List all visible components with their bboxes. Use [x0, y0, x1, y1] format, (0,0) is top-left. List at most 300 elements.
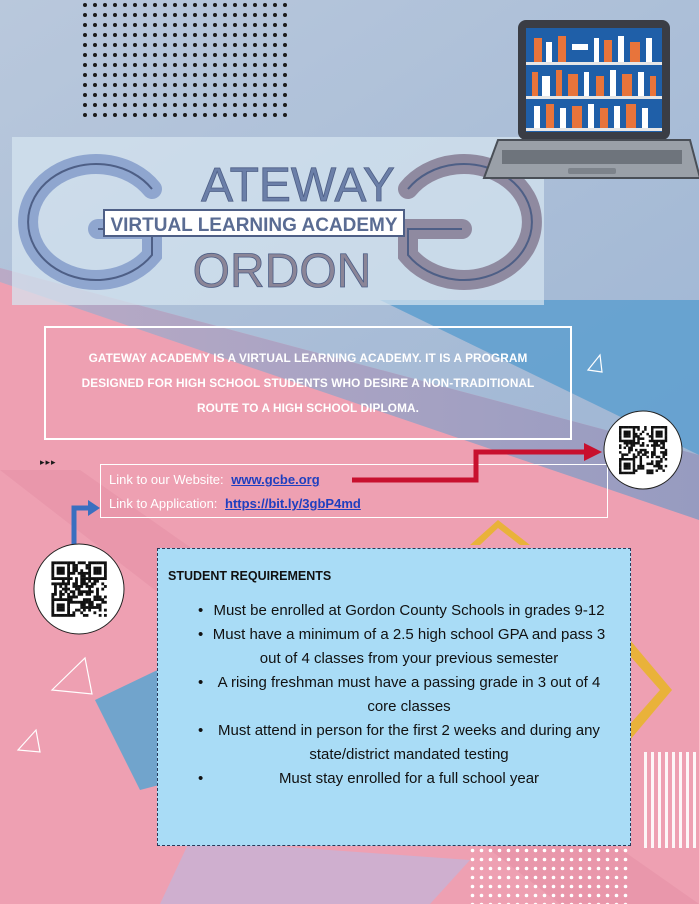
qr-module	[57, 614, 60, 617]
white-stripe-pattern	[640, 752, 696, 848]
qr-module	[104, 575, 107, 578]
qr-module	[656, 456, 658, 458]
qr-module	[104, 614, 107, 617]
qr-module	[72, 582, 75, 585]
qr-module	[54, 588, 57, 591]
qr-module	[88, 593, 91, 596]
qr-module	[54, 585, 57, 588]
qr-module	[88, 598, 91, 601]
qr-module	[653, 465, 655, 467]
qr-module	[630, 458, 632, 460]
qr-module	[624, 431, 626, 433]
qr-module	[656, 460, 658, 462]
qr-module	[51, 606, 54, 609]
qr-module	[635, 426, 637, 428]
logo-word-top: ATEWAY	[201, 159, 395, 212]
qr-module	[640, 451, 642, 453]
qr-module	[67, 598, 70, 601]
qr-module	[621, 456, 623, 458]
qr-module	[628, 435, 630, 437]
qr-module	[653, 449, 655, 451]
qr-module	[660, 458, 662, 460]
qr-module	[630, 440, 632, 442]
qr-module	[51, 603, 54, 606]
website-link[interactable]: www.gcbe.org	[231, 472, 320, 487]
qr-module	[637, 428, 639, 430]
qr-module	[80, 593, 83, 596]
qr-module	[665, 428, 667, 430]
qr-module	[624, 465, 626, 467]
qr-module	[642, 442, 644, 444]
triangle-bullets-decoration: ▸▸▸	[40, 457, 57, 467]
website-link-row	[109, 472, 320, 487]
links-box	[100, 464, 608, 518]
qr-module	[83, 606, 86, 609]
qr-module	[78, 572, 81, 575]
qr-module	[67, 606, 70, 609]
qr-module	[88, 606, 91, 609]
qr-module	[101, 588, 104, 591]
qr-module	[59, 572, 62, 575]
qr-module	[633, 444, 635, 446]
qr-module	[665, 465, 667, 467]
qr-module	[59, 606, 62, 609]
qr-module	[651, 472, 653, 474]
qr-module	[80, 577, 83, 580]
qr-module	[642, 465, 644, 467]
qr-module	[624, 453, 626, 455]
qr-module	[62, 582, 65, 585]
qr-module	[93, 598, 96, 601]
qr-module	[640, 437, 642, 439]
qr-module	[646, 472, 648, 474]
qr-module	[75, 601, 78, 604]
qr-module	[72, 572, 75, 575]
qr-module	[93, 611, 96, 614]
qr-module	[633, 472, 635, 474]
qr-module	[624, 472, 626, 474]
qr-module	[633, 440, 635, 442]
qr-module	[653, 442, 655, 444]
qr-module	[651, 426, 653, 428]
qr-module	[653, 453, 655, 455]
qr-module	[642, 449, 644, 451]
qr-module	[651, 463, 653, 465]
qr-module	[624, 426, 626, 428]
qr-module	[75, 585, 78, 588]
qr-module	[67, 564, 70, 567]
qr-module	[665, 440, 667, 442]
qr-module	[75, 582, 78, 585]
qr-module	[67, 582, 70, 585]
qr-module	[54, 590, 57, 593]
qr-module	[660, 447, 662, 449]
qr-module	[644, 453, 646, 455]
qr-module	[621, 458, 623, 460]
requirement-item: • Must attend in person for the first 2 weeks and during any state/district mandated testing	[198, 719, 610, 767]
qr-module	[86, 593, 89, 596]
student-requirements-box	[157, 548, 631, 846]
qr-module	[86, 572, 89, 575]
requirement-item: • A rising freshman must have a passing grade in 3 out of 4 core classes	[198, 671, 610, 719]
qr-module	[88, 590, 91, 593]
qr-module	[624, 467, 626, 469]
requirement-item: • Must be enrolled at Gordon County Schools in grades 9-12	[198, 599, 610, 623]
qr-module	[59, 593, 62, 596]
qr-module	[80, 561, 83, 564]
qr-module	[70, 572, 73, 575]
qr-module	[75, 577, 78, 580]
qr-module	[656, 444, 658, 446]
qr-module	[51, 575, 54, 578]
qr-module	[62, 580, 65, 583]
qr-module	[662, 442, 664, 444]
qr-module	[78, 561, 81, 564]
qr-module	[656, 431, 658, 433]
laptop-bookshelf-illustration	[468, 10, 699, 190]
qr-module	[104, 561, 107, 564]
qr-module	[630, 426, 632, 428]
qr-module	[633, 456, 635, 458]
qr-module	[665, 426, 667, 428]
qr-module	[88, 601, 91, 604]
qr-module	[101, 577, 104, 580]
qr-module	[96, 567, 99, 570]
qr-module	[104, 596, 107, 599]
qr-module	[637, 442, 639, 444]
requirement-item: • Must stay enrolled for a full school year	[198, 767, 610, 791]
qr-module	[628, 426, 630, 428]
qr-module	[628, 449, 630, 451]
qr-module	[67, 588, 70, 591]
qr-module	[80, 569, 83, 572]
qr-module	[91, 590, 94, 593]
qr-module	[626, 463, 628, 465]
qr-module	[619, 472, 621, 474]
qr-module	[651, 469, 653, 471]
requirement-item: • Must have a minimum of a 2.5 high school GPA and pass 3 out of 4 classes from your previous semester	[198, 623, 610, 671]
qr-module	[630, 472, 632, 474]
application-link-label: Link to Application:	[109, 496, 218, 511]
qr-module	[67, 601, 70, 604]
qr-module	[630, 444, 632, 446]
qr-module	[619, 437, 621, 439]
qr-module	[65, 561, 68, 564]
qr-module	[78, 588, 81, 591]
qr-module	[62, 569, 65, 572]
qr-module	[658, 463, 660, 465]
qr-module	[624, 435, 626, 437]
qr-module	[626, 458, 628, 460]
qr-module	[646, 451, 648, 453]
qr-module	[51, 577, 54, 580]
qr-module	[626, 453, 628, 455]
qr-module	[88, 564, 91, 567]
gateway-gordon-logo	[12, 137, 544, 305]
qr-module	[93, 569, 96, 572]
qr-module	[619, 447, 621, 449]
intro-box	[44, 326, 572, 440]
qr-module	[57, 569, 60, 572]
qr-module	[633, 442, 635, 444]
qr-module	[83, 582, 86, 585]
qr-module	[70, 577, 73, 580]
qr-module	[67, 596, 70, 599]
qr-module	[99, 609, 102, 612]
qr-module	[51, 582, 54, 585]
qr-module	[628, 465, 630, 467]
qr-module	[642, 444, 644, 446]
qr-module	[65, 577, 68, 580]
qr-module	[96, 588, 99, 591]
qr-module	[653, 444, 655, 446]
qr-module	[62, 572, 65, 575]
qr-module	[658, 426, 660, 428]
qr-module	[628, 447, 630, 449]
qr-module	[658, 465, 660, 467]
qr-module	[624, 463, 626, 465]
qr-module	[54, 577, 57, 580]
qr-module	[633, 426, 635, 428]
qr-module	[80, 601, 83, 604]
qr-module	[96, 590, 99, 593]
qr-module	[62, 567, 65, 570]
qr-module	[649, 435, 651, 437]
qr-module	[83, 598, 86, 601]
qr-module	[72, 564, 75, 567]
qr-module	[59, 567, 62, 570]
qr-module	[86, 601, 89, 604]
qr-module	[65, 614, 68, 617]
qr-module	[86, 564, 89, 567]
qr-module	[656, 433, 658, 435]
qr-module	[59, 577, 62, 580]
qr-module	[86, 606, 89, 609]
qr-module	[665, 437, 667, 439]
qr-module	[65, 588, 68, 591]
qr-module	[83, 580, 86, 583]
qr-module	[67, 593, 70, 596]
qr-module	[633, 433, 635, 435]
qr-module	[621, 453, 623, 455]
qr-module	[80, 590, 83, 593]
qr-module	[93, 567, 96, 570]
website-qr-code[interactable]	[603, 410, 683, 490]
qr-module	[626, 440, 628, 442]
qr-module	[72, 593, 75, 596]
qr-module	[658, 435, 660, 437]
qr-module	[635, 449, 637, 451]
qr-module	[99, 569, 102, 572]
qr-module	[72, 596, 75, 599]
qr-module	[642, 453, 644, 455]
qr-module	[75, 609, 78, 612]
qr-module	[57, 561, 60, 564]
qr-module	[72, 611, 75, 614]
qr-module	[62, 614, 65, 617]
qr-module	[59, 569, 62, 572]
qr-module	[619, 426, 621, 428]
qr-module	[65, 590, 68, 593]
qr-module	[640, 456, 642, 458]
qr-module	[633, 431, 635, 433]
qr-module	[59, 561, 62, 564]
qr-module	[624, 440, 626, 442]
qr-module	[78, 590, 81, 593]
qr-module	[80, 580, 83, 583]
qr-module	[54, 582, 57, 585]
qr-module	[658, 440, 660, 442]
qr-module	[660, 440, 662, 442]
qr-module	[651, 433, 653, 435]
qr-module	[70, 596, 73, 599]
qr-module	[665, 451, 667, 453]
qr-module	[80, 582, 83, 585]
qr-module	[626, 435, 628, 437]
qr-module	[51, 614, 54, 617]
qr-module	[86, 567, 89, 570]
qr-module	[658, 444, 660, 446]
qr-module	[65, 598, 68, 601]
qr-module	[628, 431, 630, 433]
qr-module	[51, 601, 54, 604]
qr-module	[51, 561, 54, 564]
qr-module	[96, 596, 99, 599]
qr-module	[651, 440, 653, 442]
qr-module	[635, 435, 637, 437]
qr-module	[637, 426, 639, 428]
qr-module	[651, 451, 653, 453]
qr-module	[83, 577, 86, 580]
qr-module	[635, 469, 637, 471]
qr-module	[93, 580, 96, 583]
qr-module	[646, 456, 648, 458]
qr-module	[67, 609, 70, 612]
qr-module	[91, 561, 94, 564]
application-link[interactable]: https://bit.ly/3gbP4md	[225, 496, 361, 511]
qr-module	[93, 561, 96, 564]
qr-module	[653, 426, 655, 428]
qr-module	[83, 572, 86, 575]
qr-module	[633, 460, 635, 462]
qr-module	[80, 603, 83, 606]
qr-module	[78, 585, 81, 588]
qr-module	[72, 567, 75, 570]
qr-module	[644, 451, 646, 453]
white-dot-pattern	[470, 838, 630, 904]
qr-module	[637, 440, 639, 442]
qr-module	[93, 572, 96, 575]
qr-module	[642, 437, 644, 439]
qr-module	[637, 465, 639, 467]
qr-module	[59, 590, 62, 593]
qr-module	[633, 463, 635, 465]
qr-module	[640, 467, 642, 469]
qr-module	[665, 431, 667, 433]
qr-module	[93, 577, 96, 580]
qr-module	[75, 588, 78, 591]
qr-module	[624, 433, 626, 435]
qr-module	[104, 609, 107, 612]
qr-module	[662, 456, 664, 458]
qr-module	[54, 614, 57, 617]
qr-module	[51, 564, 54, 567]
qr-module	[70, 561, 73, 564]
qr-module	[640, 449, 642, 451]
qr-module	[88, 575, 91, 578]
qr-module	[626, 442, 628, 444]
qr-module	[83, 575, 86, 578]
qr-module	[660, 433, 662, 435]
qr-module	[99, 606, 102, 609]
qr-module	[86, 577, 89, 580]
qr-module	[642, 431, 644, 433]
qr-module	[70, 614, 73, 617]
qr-module	[96, 572, 99, 575]
qr-module	[80, 606, 83, 609]
qr-module	[67, 561, 70, 564]
qr-module	[62, 593, 65, 596]
qr-module	[104, 569, 107, 572]
qr-module	[59, 609, 62, 612]
qr-module	[662, 444, 664, 446]
qr-module	[51, 593, 54, 596]
qr-module	[54, 561, 57, 564]
qr-module	[651, 456, 653, 458]
qr-module	[88, 572, 91, 575]
qr-module	[104, 585, 107, 588]
qr-module	[644, 449, 646, 451]
qr-module	[651, 428, 653, 430]
qr-module	[51, 609, 54, 612]
qr-module	[67, 569, 70, 572]
logo-banner-text: VIRTUAL LEARNING ACADEMY	[110, 215, 398, 236]
qr-module	[70, 601, 73, 604]
qr-module	[619, 431, 621, 433]
qr-module	[633, 458, 635, 460]
qr-module	[660, 451, 662, 453]
qr-module	[649, 440, 651, 442]
qr-module	[70, 590, 73, 593]
qr-module	[83, 609, 86, 612]
qr-module	[635, 456, 637, 458]
qr-module	[644, 428, 646, 430]
qr-module	[51, 596, 54, 599]
qr-module	[630, 449, 632, 451]
qr-module	[628, 458, 630, 460]
qr-module	[660, 442, 662, 444]
qr-module	[80, 611, 83, 614]
qr-module	[660, 431, 662, 433]
qr-module	[72, 590, 75, 593]
qr-module	[86, 582, 89, 585]
qr-module	[640, 433, 642, 435]
qr-module	[57, 577, 60, 580]
qr-module	[91, 603, 94, 606]
black-dot-pattern	[78, 0, 288, 120]
qr-module	[59, 598, 62, 601]
application-link-row	[109, 496, 361, 511]
application-qr-code[interactable]	[33, 543, 125, 635]
qr-module	[640, 463, 642, 465]
qr-module	[62, 598, 65, 601]
qr-module	[628, 472, 630, 474]
qr-module	[59, 603, 62, 606]
qr-module	[628, 433, 630, 435]
qr-module	[649, 472, 651, 474]
qr-module	[59, 585, 62, 588]
qr-module	[99, 561, 102, 564]
